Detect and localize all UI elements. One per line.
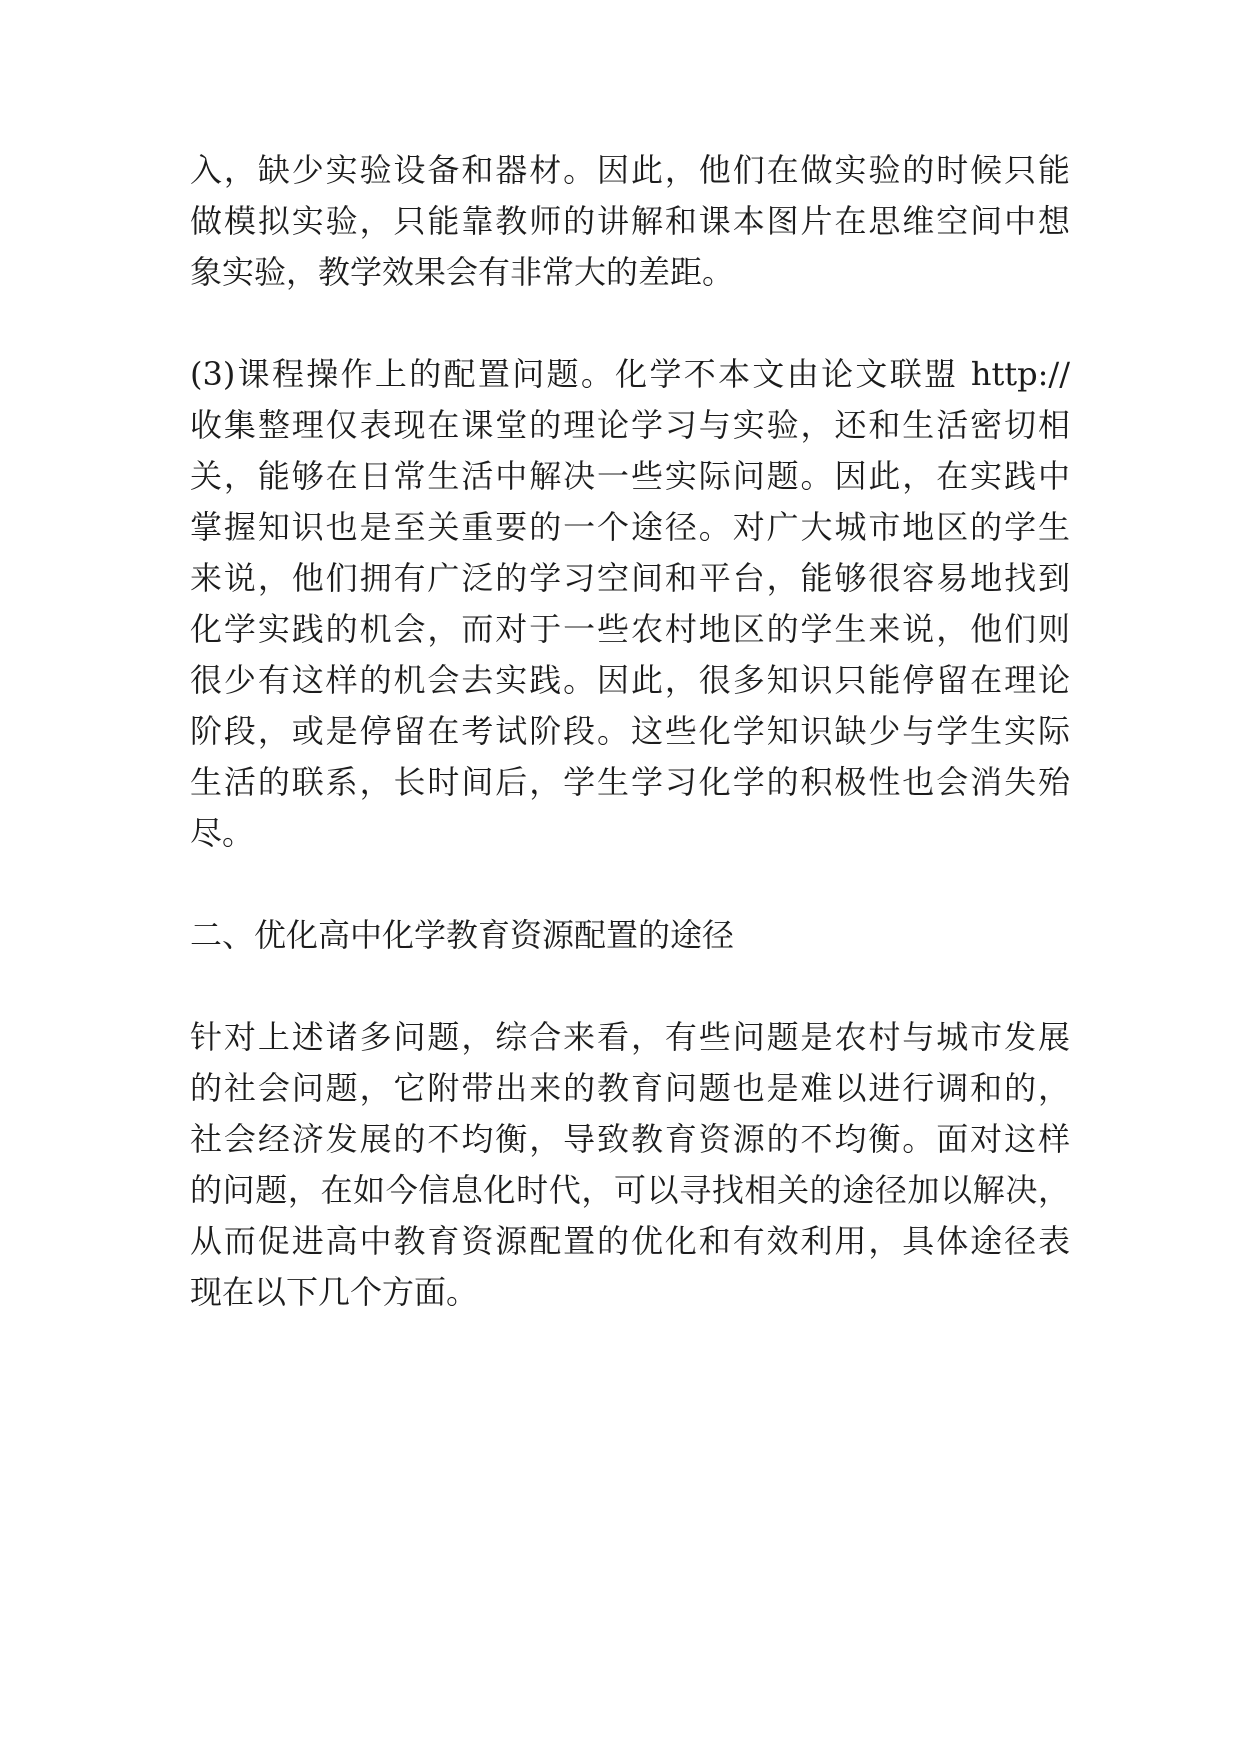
text-line: 的社会问题，它附带出来的教育问题也是难以进行调和的， (190, 1069, 1070, 1107)
text-line: 来说，他们拥有广泛的学习空间和平台，能够很容易地找到 (190, 559, 1070, 597)
text-line: 的问题，在如今信息化时代，可以寻找相关的途径加以解决， (190, 1171, 1070, 1209)
text-line: 掌握知识也是至关重要的一个途径。对广大城市地区的学生 (190, 508, 1070, 546)
text-line: 很少有这样的机会去实践。因此，很多知识只能停留在理论 (190, 661, 1070, 699)
text-line: 化学实践的机会，而对于一些农村地区的学生来说，他们则 (190, 610, 1070, 648)
heading-text: 二、优化高中化学教育资源配置的途径 (190, 916, 735, 954)
text-line: 从而促进高中教育资源配置的优化和有效利用，具体途径表 (190, 1222, 1070, 1260)
text-line: 社会经济发展的不均衡，导致教育资源的不均衡。面对这样 (190, 1120, 1070, 1158)
text-line: 现在以下几个方面。 (190, 1273, 479, 1311)
text-line: (3)课程操作上的配置问题。化学不本文由论文联盟 http:// (190, 355, 1070, 393)
text-line: 针对上述诸多问题，综合来看，有些问题是农村与城市发展 (190, 1018, 1070, 1056)
text-line: 入，缺少实验设备和器材。因此，他们在做实验的时候只能 (190, 151, 1070, 189)
text-line: 象实验，教学效果会有非常大的差距。 (190, 253, 735, 291)
text-line: 生活的联系，长时间后，学生学习化学的积极性也会消失殆 (190, 763, 1070, 801)
text-line: 做模拟实验，只能靠教师的讲解和课本图片在思维空间中想 (190, 202, 1070, 240)
text-line: 尽。 (190, 814, 255, 852)
text-line: 阶段，或是停留在考试阶段。这些化学知识缺少与学生实际 (190, 712, 1070, 750)
text-line: 关，能够在日常生活中解决一些实际问题。因此，在实践中 (190, 457, 1070, 495)
text-line: 收集整理仅表现在课堂的理论学习与实验，还和生活密切相 (190, 406, 1070, 444)
